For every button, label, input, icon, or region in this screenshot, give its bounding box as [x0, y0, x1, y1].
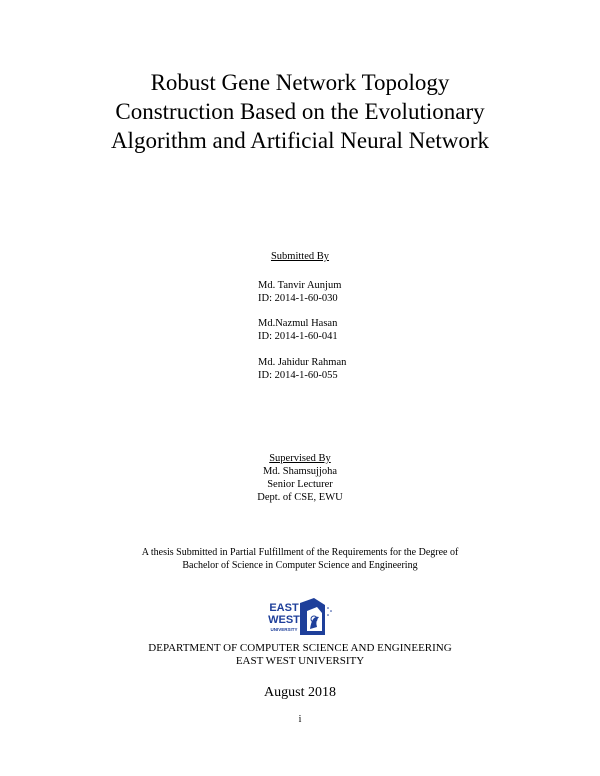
- title-line-2: Construction Based on the Evolutionary: [115, 99, 485, 124]
- logo-text-east: EAST: [269, 602, 299, 614]
- student-1-name: Md. Tanvir Aunjum: [258, 280, 342, 291]
- ewu-logo-wordmark: [268, 602, 300, 632]
- supervisor-department: Dept. of CSE, EWU: [257, 492, 343, 503]
- submission-date: August 2018: [264, 685, 336, 700]
- student-1-id: ID: 2014-1-60-030: [258, 293, 338, 304]
- page-number: i: [298, 714, 302, 725]
- supervised-by-heading: Supervised By: [269, 453, 331, 464]
- supervisor-name: Md. Shamsujjoha: [262, 466, 338, 477]
- student-2-name: Md.Nazmul Hasan: [258, 318, 338, 329]
- ewu-logo-emblem: [300, 598, 332, 635]
- student-3-name: Md. Jahidur Rahman: [258, 357, 347, 368]
- thesis-statement-line-1: A thesis Submitted in Partial Fulfillment of the Requirements for the Degree of: [141, 547, 459, 558]
- submitted-by-heading: Submitted By: [270, 251, 330, 262]
- university-name: EAST WEST UNIVERSITY: [235, 655, 365, 667]
- department-name: DEPARTMENT OF COMPUTER SCIENCE AND ENGINEERING: [148, 642, 452, 654]
- supervisor-designation: Senior Lecturer: [267, 479, 333, 490]
- logo-text-university: UNIVERSITY: [270, 627, 298, 632]
- ewu-logo: [267, 597, 337, 639]
- thesis-statement-line-2: Bachelor of Science in Computer Science and Engineering: [182, 560, 418, 571]
- title-line-1: Robust Gene Network Topology: [150, 70, 450, 95]
- thesis-title: [0, 68, 600, 155]
- title-line-3: Algorithm and Artificial Neural Network: [110, 128, 490, 153]
- logo-text-west: WEST: [268, 614, 300, 626]
- thesis-statement: [0, 546, 600, 572]
- student-3-id: ID: 2014-1-60-055: [258, 370, 338, 381]
- student-2-id: ID: 2014-1-60-041: [258, 331, 338, 342]
